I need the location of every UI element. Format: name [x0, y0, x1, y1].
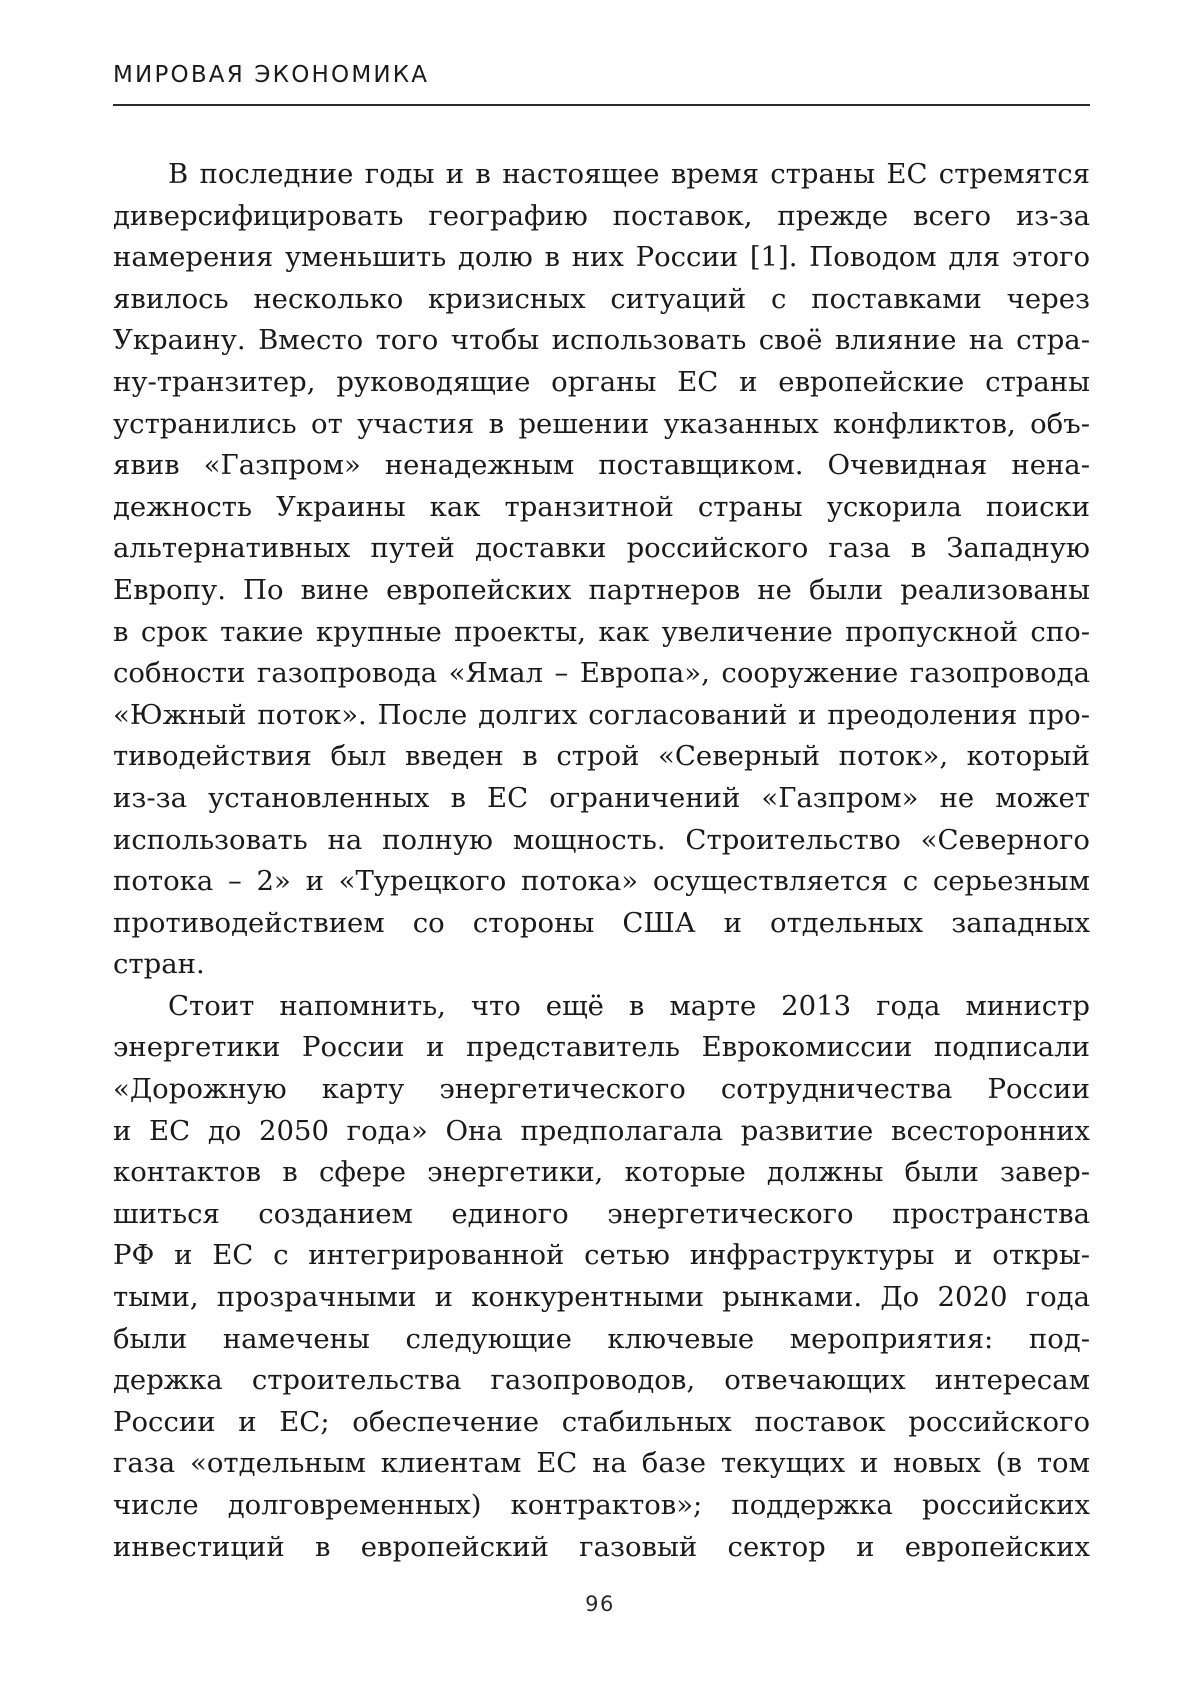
- text-line: В последние годы и в настоящее время страны ЕС стремятся: [168, 158, 1090, 190]
- text-line: в срок такие крупные проекты, как увеличение пропускной спо-: [113, 615, 1090, 648]
- text-line: Украину. Вместо того чтобы использовать своё влияние на стра-: [113, 324, 1090, 357]
- text-line: дежность Украины как транзитной страны ускорила поиски: [113, 490, 1090, 523]
- text-line: были намечены следующие ключевые мероприятия: под-: [113, 1322, 1090, 1355]
- text-line: тиводействия был введен в строй «Северный поток», который: [113, 740, 1090, 773]
- paragraph-2: [113, 986, 1090, 1568]
- text-line: потока – 2» и «Турецкого потока» осуществляется с серьезным: [113, 865, 1090, 898]
- text-line: намерения уменьшить долю в них России [1]. Поводом для этого: [113, 241, 1090, 274]
- text-line: явив «Газпром» ненадежным поставщиком. Очевидная нена-: [113, 449, 1090, 482]
- text-line: устранились от участия в решении указанных конфликтов, объ-: [113, 407, 1090, 440]
- text-line: держка строительства газопроводов, отвечающих интересам: [113, 1364, 1090, 1397]
- paragraph-1: [113, 154, 1090, 986]
- text-line: «Южный поток». После долгих согласований и преодоления про-: [113, 698, 1090, 731]
- text-line: РФ и ЕС с интегрированной сетью инфраструктуры и откры-: [113, 1239, 1090, 1272]
- text-line: инвестиций в европейский газовый сектор и европейских: [113, 1530, 1090, 1563]
- text-line: из-за установленных в ЕС ограничений «Газпром» не может: [113, 781, 1090, 814]
- text-line: Стоит напомнить, что ещё в марте 2013 года министр: [168, 989, 1090, 1022]
- text-line: явилось несколько кризисных ситуаций с поставками через: [113, 282, 1090, 315]
- text-line: альтернативных путей доставки российского газа в Западную: [113, 532, 1090, 565]
- text-line: диверсифицировать географию поставок, прежде всего из-за: [113, 199, 1090, 232]
- text-line: «Дорожную карту энергетического сотрудничества России: [113, 1073, 1090, 1106]
- body-text: [113, 154, 1090, 1568]
- text-line: энергетики России и представитель Еврокомиссии подписали: [113, 1031, 1090, 1064]
- text-line: Европу. По вине европейских партнеров не были реализованы: [113, 573, 1090, 606]
- text-line: газа «отдельным клиентам ЕС на базе текущих и новых (в том: [113, 1447, 1090, 1480]
- text-line: использовать на полную мощность. Строительство «Северного: [113, 823, 1090, 856]
- text-line: контактов в сфере энергетики, которые должны были завер-: [113, 1156, 1090, 1189]
- text-line: тыми, прозрачными и конкурентными рынками. До 2020 года: [113, 1281, 1090, 1314]
- text-line: шиться созданием единого энергетического пространства: [113, 1197, 1090, 1230]
- page-number: 96: [585, 1592, 615, 1616]
- text-line: ну-транзитер, руководящие органы ЕС и европейские страны: [113, 365, 1090, 398]
- header-rule: [113, 104, 1090, 106]
- text-line: противодействием со стороны США и отдельных западных: [113, 906, 1090, 939]
- text-line: стран.: [113, 948, 205, 981]
- text-line: России и ЕС; обеспечение стабильных поставок российского: [113, 1405, 1090, 1438]
- text-line: и ЕС до 2050 года» Она предполагала развитие всесторонних: [113, 1114, 1090, 1147]
- text-line: собности газопровода «Ямал – Европа», сооружение газопровода: [113, 657, 1090, 690]
- running-head: МИРОВАЯ ЭКОНОМИКА: [113, 62, 430, 88]
- text-line: числе долговременных) контрактов»; поддержка российских: [113, 1489, 1090, 1521]
